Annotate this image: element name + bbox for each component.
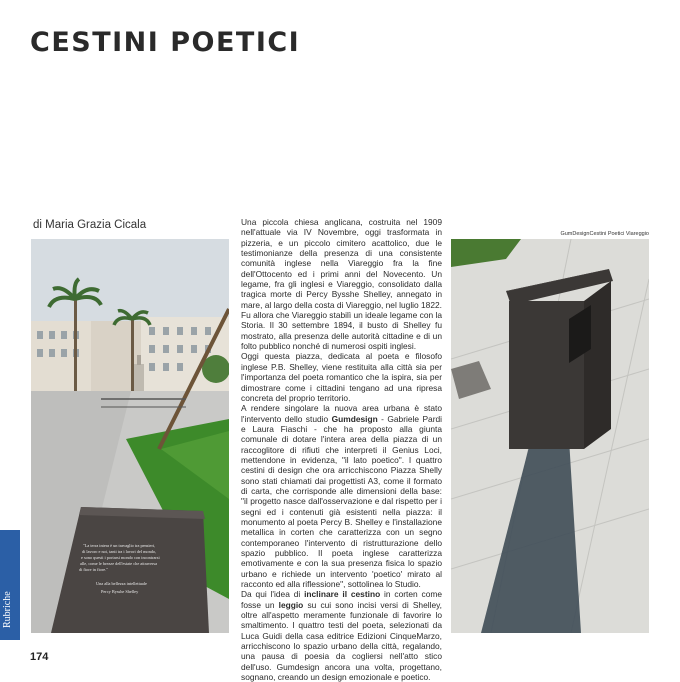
plaque-line-2: di lavoro e noi, tanti tra i lavori del mondo, [82,549,157,554]
photo-piazza-shelley [31,239,229,633]
article-paragraph-4 [241,589,442,682]
article-text: su cui sono incisi versi di Shelley, oltre all'aspetto meramente funzionale di favorire lo smaltimento. I quattro testi del poeta, selezionati da Luca Guidi della casa editrice Edizioni CinqueMarzo, arricchiscono lo spazio urbano della città, regalando, una pausa di poesia da cogliersi nell'atto stico dell'uso. Gumdesign ancora una volta, progettano, sognano, creando un design emozionale e poetico. [241,599,443,682]
page-title: CESTINI POETICI [30,27,301,58]
section-tab [0,530,20,640]
plaque-line-1: "La terra intera è un travaglio tra pensieri, [83,543,156,548]
article-text: A rendere singolare la nuova area urbana è stato l'intervento dello studio [241,403,442,424]
photo-caption: GumDesignCestini Poetici Viareggio [560,231,649,237]
highlight-inclinare: inclinare il cestino [304,589,381,600]
article-text: - Gabriele Pardi e Laura Fiaschi - che ha proposto alla giunta comunale di dotare l'intera area della piazza di un raccoglitore di rifiuti che interpreti il Genius Loci, mettendone in evidenza, "il lato poetico". I quattro cestini di design che ora arricchiscono Piazza Shelly sono stati chiamati dai progettisti A3, come il formato di carta, che corrisponde alle dimensioni della base: "il progetto nasce dall'osservazione e dal rispetto per i segni ed i contenuti già esistenti nella piazza: il monumento al poeta Percy B. Shelley e l'installazione metallica in corten che caratterizza con un segno contemporaneo l'intervento di ristrutturazione dello spazio pubblico. Il poeta inglese caratterizza emotivamente e con la sua presenza fisica lo spazio urbano e richiede un intervento 'poetico' mirato al racconto ed alla riflessione", sottolinea lo Studio. [241,413,443,590]
photo-corten-bin [451,239,649,633]
article-body [241,217,442,682]
author-byline: di Maria Grazia Cicala [33,219,147,231]
studio-name: Gumdesign [331,413,378,424]
plaque-line-3: e sono questi i portarsi mondo con incontrarsi [81,555,160,560]
page-number: 174 [30,651,49,663]
article-paragraph-1: Una piccola chiesa anglicana, costruita nel 1909 nell'attuale via IV Novembre, oggi trasformata in pizzeria, e un piccolo cimitero acattolico, due le testimonianze della presenza di una consistente comunità inglese nella Viareggio fra la fine dell'Ottocento ed i primi anni del Novecento. Un legame, fra gli inglesi e Viareggio, consolidato dalla tragica morte di Percy Bysshe Shelley, annegato in mare, al largo della costa di Viareggio, nel luglio 1822. Fu allora che Viareggio stabilì un ideale legame con la Storia. Il 30 settembre 1894, il busto di Shelley fu mostrato, alla presenza delle autorità cittadine e di un folto pubblico nonché di numerosi ospiti inglesi. [241,217,442,352]
article-text: in corten come fosse un [241,589,442,610]
bin-photo-illustration [451,239,649,633]
plaque-line-4: alle, come le brezze dell'estate che attraversa [80,561,157,566]
plaque-line-7: Percy Bysshe Shelley [101,589,139,594]
section-tab-label: Rubriche [2,591,13,628]
plaque-line-5: di fiore in fiore." [79,567,108,572]
highlight-leggio: leggio [278,599,304,610]
article-text: Da qui l'idea di [241,589,301,600]
plaque-line-6: Una alla bellezza intellettuale [96,581,147,586]
piazza-photo-illustration [31,239,229,633]
article-paragraph-3 [241,403,442,589]
article-paragraph-2: Oggi questa piazza, dedicata al poeta e filosofo inglese P.B. Shelley, viene restituita alla città sia per l'importanza del poeta romantico che la ispira, sia per dimostrare come i cittadini tengano ad una ripresa concreta del proprio territorio. [241,351,442,403]
